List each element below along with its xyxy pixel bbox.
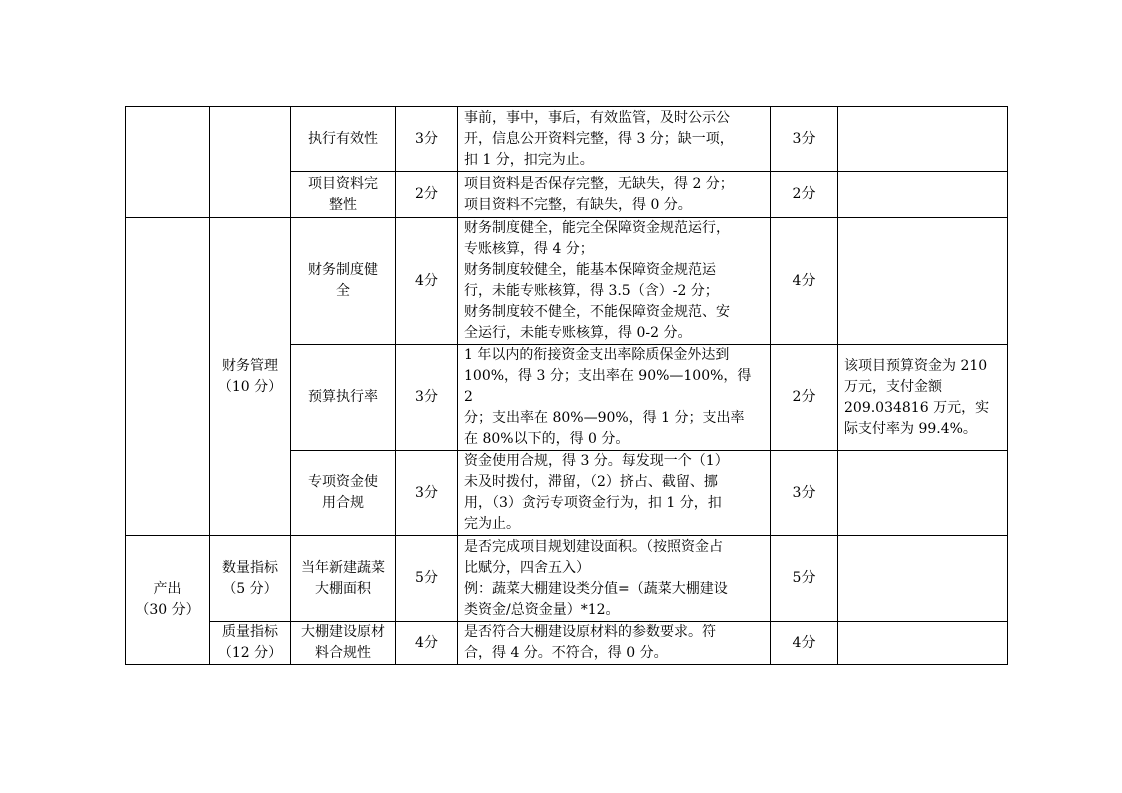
criteria-cell xyxy=(458,451,771,536)
weight-cell: 5分 xyxy=(396,536,458,622)
criteria-line: 财务制度健全，能完全保障资金规范运行， xyxy=(464,220,730,236)
weight-cell: 4分 xyxy=(396,218,458,345)
table-row xyxy=(126,107,1008,172)
level1-cell-empty xyxy=(126,218,210,536)
indicator-line: 财务制度健 xyxy=(308,262,378,278)
group-points: （5 分） xyxy=(222,580,278,597)
indicator-line: 全 xyxy=(336,283,350,299)
criteria-line: 全运行，未能专账核算，得 0-2 分。 xyxy=(464,325,692,341)
note-cell xyxy=(838,172,1008,218)
note-line: 万元，支付金额 xyxy=(844,378,942,395)
quality-group-cell xyxy=(210,622,291,665)
criteria-line: 扣 1 分，扣完为止。 xyxy=(464,151,594,168)
weight-cell: 2分 xyxy=(396,172,458,218)
criteria-cell xyxy=(458,345,771,451)
table-row xyxy=(126,622,1008,665)
indicator-cell xyxy=(291,536,396,622)
group-label: 数量指标 xyxy=(222,559,278,576)
note-line: 际支付率为 99.4%。 xyxy=(844,420,977,437)
note-cell xyxy=(838,218,1008,345)
group-points: （10 分） xyxy=(217,378,283,395)
note-line: 209.034816 万元，实 xyxy=(844,399,990,416)
indicator-cell xyxy=(291,451,396,536)
note-line: 该项目预算资金为 210 xyxy=(844,357,988,374)
indicator-line: 项目资料完 xyxy=(308,175,378,192)
criteria-line: 1 年以内的衔接资金支出率除质保金外达到 xyxy=(464,347,730,363)
indicator-cell: 执行有效性 xyxy=(291,107,396,172)
criteria-line: 分；支出率在 80%—90%，得 1 分；支出率 xyxy=(464,410,745,426)
note-cell xyxy=(838,107,1008,172)
score-cell: 3分 xyxy=(771,451,838,536)
criteria-line: 专账核算，得 4 分； xyxy=(464,241,594,257)
indicator-cell: 预算执行率 xyxy=(291,345,396,451)
group-points: （12 分） xyxy=(217,645,283,661)
indicator-line: 整性 xyxy=(329,196,357,213)
criteria-line: 项目资料是否保存完整，无缺失，得 2 分； xyxy=(464,175,734,192)
weight-cell: 4分 xyxy=(396,622,458,665)
group-points: （30 分） xyxy=(135,602,200,618)
note-cell xyxy=(838,345,1008,451)
indicator-line: 专项资金使 xyxy=(308,474,378,490)
output-group-cell xyxy=(126,536,210,665)
score-cell: 2分 xyxy=(771,172,838,218)
group-label: 质量指标 xyxy=(222,624,278,640)
criteria-line: 行，未能专账核算，得 3.5（含）-2 分； xyxy=(464,283,719,299)
criteria-line: 例：蔬菜大棚建设类分值=（蔬菜大棚建设 xyxy=(464,580,728,597)
indicator-line: 当年新建蔬菜 xyxy=(301,559,385,576)
criteria-cell xyxy=(458,218,771,345)
indicator-line: 大棚建设原材 xyxy=(301,624,385,640)
criteria-line: 资金使用合规，得 3 分。每发现一个（1） xyxy=(464,453,729,469)
finance-group-cell xyxy=(210,218,291,536)
evaluation-table xyxy=(125,106,1008,665)
weight-cell: 3分 xyxy=(396,451,458,536)
criteria-line: 合，得 4 分。不符合，得 0 分。 xyxy=(464,645,668,661)
score-cell: 5分 xyxy=(771,536,838,622)
weight-cell: 3分 xyxy=(396,107,458,172)
criteria-line: 是否符合大棚建设原材料的参数要求。符 xyxy=(464,624,716,640)
note-cell xyxy=(838,622,1008,665)
score-cell: 3分 xyxy=(771,107,838,172)
criteria-line: 项目资料不完整，有缺失，得 0 分。 xyxy=(464,196,692,213)
indicator-line: 大棚面积 xyxy=(315,580,371,597)
indicator-line: 用合规 xyxy=(322,495,364,511)
criteria-cell xyxy=(458,622,771,665)
criteria-line: 开，信息公开资料完整，得 3 分；缺一项， xyxy=(464,130,734,147)
criteria-cell xyxy=(458,172,771,218)
criteria-line: 100%，得 3 分；支出率在 90%—100%，得 2 xyxy=(464,368,752,405)
indicator-line: 料合规性 xyxy=(315,645,371,661)
criteria-line: 未及时拨付，滞留，（2）挤占、截留、挪 xyxy=(464,474,718,490)
criteria-cell xyxy=(458,107,771,172)
criteria-line: 用，（3）贪污专项资金行为，扣 1 分，扣 xyxy=(464,495,722,511)
criteria-line: 财务制度较健全，能基本保障资金规范运 xyxy=(464,262,716,278)
score-cell: 2分 xyxy=(771,345,838,451)
table-row xyxy=(126,218,1008,345)
weight-cell: 3分 xyxy=(396,345,458,451)
group-label: 财务管理 xyxy=(222,357,278,374)
criteria-line: 事前，事中，事后，有效监管，及时公示公 xyxy=(464,109,730,126)
note-cell xyxy=(838,451,1008,536)
quantity-group-cell xyxy=(210,536,291,622)
level2-cell-empty xyxy=(210,107,291,218)
score-cell: 4分 xyxy=(771,622,838,665)
criteria-line: 类资金/总资金量）*12。 xyxy=(464,601,620,618)
group-label: 产出 xyxy=(153,581,182,597)
criteria-cell xyxy=(458,536,771,622)
criteria-line: 财务制度较不健全，不能保障资金规范、安 xyxy=(464,304,730,320)
criteria-line: 是否完成项目规划建设面积。（按照资金占 xyxy=(464,538,723,555)
criteria-line: 比赋分，四舍五入） xyxy=(464,559,590,576)
score-cell: 4分 xyxy=(771,218,838,345)
indicator-cell xyxy=(291,172,396,218)
indicator-cell xyxy=(291,622,396,665)
table-row xyxy=(126,536,1008,622)
note-cell xyxy=(838,536,1008,622)
criteria-line: 完为止。 xyxy=(464,516,520,532)
criteria-line: 在 80%以下的，得 0 分。 xyxy=(464,431,630,447)
level1-cell-empty xyxy=(126,107,210,218)
indicator-cell xyxy=(291,218,396,345)
